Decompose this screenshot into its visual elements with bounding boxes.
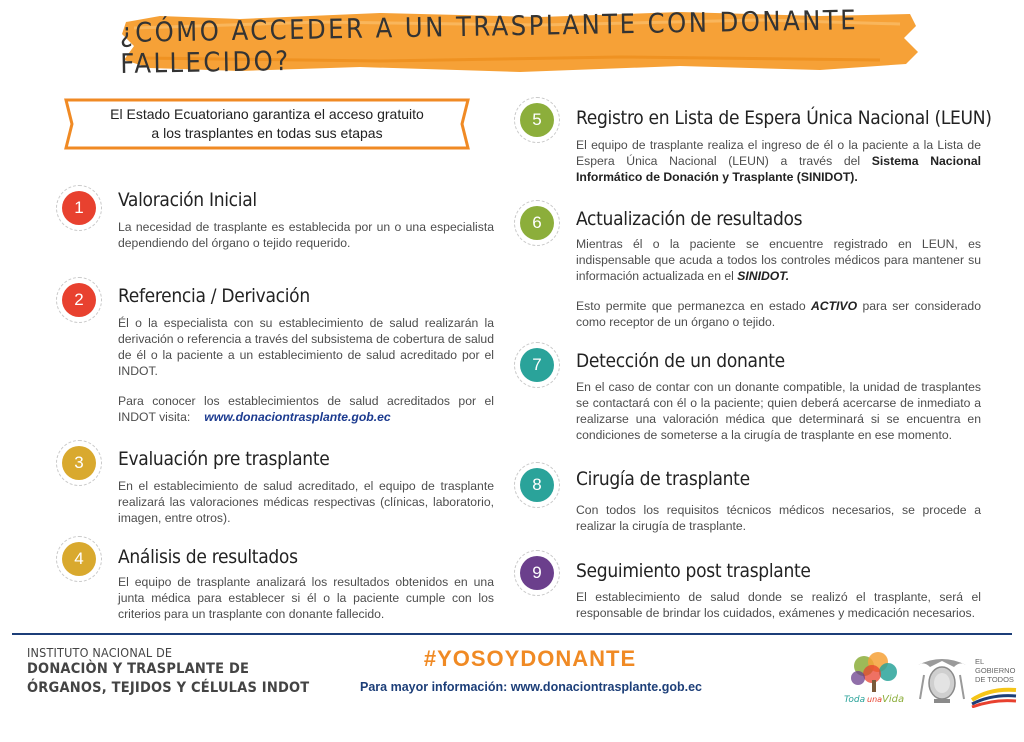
step-1-badge xyxy=(56,185,102,231)
step-6-text xyxy=(576,236,981,284)
step-6-title: Actualización de resultados xyxy=(576,208,803,230)
step-2-title: Referencia / Derivación xyxy=(118,285,310,307)
gobierno-logo-text xyxy=(975,657,1020,684)
toda-una-vida-logo xyxy=(842,650,906,708)
tree-icon xyxy=(842,650,906,708)
step-5-badge xyxy=(514,97,560,143)
flag-swoosh-icon xyxy=(970,686,1018,708)
step-9-text: El establecimiento de salud donde se realizó el trasplante, será el responsable de brindar los cuidados, exámenes y medicación necesarios. xyxy=(576,590,981,620)
step-2-text-extra xyxy=(118,393,494,425)
step-4-number: 4 xyxy=(62,542,96,576)
step-8-text: Con todos los requisitos técnicos médicos necesarios, se procede a realizar la cirugía de trasplante. xyxy=(576,503,981,533)
step-6-text-extra xyxy=(576,298,981,330)
step-9-badge xyxy=(514,550,560,596)
step-1-number: 1 xyxy=(62,191,96,225)
step-1-text: La necesidad de trasplante es establecida por un o una especialista dependiendo del órgano o tejido requerido. xyxy=(118,220,494,250)
step-5-body: El equipo de trasplante realiza el ingreso de él o la paciente a la Lista de Espera Única Nacional (LEUN) a través del xyxy=(576,138,981,168)
step-4-text: El equipo de trasplante analizará los resultados obtenidos en una junta médica para establecer si él o la paciente cumple con los criterios para un trasplante con donante fallecido. xyxy=(118,575,494,621)
step-7-number: 7 xyxy=(520,348,554,382)
step-3-text: En el establecimiento de salud acreditado, el equipo de trasplante realizará las valoraciones médicas respectivas (clínicas, laboratorio, imagen, entre otros). xyxy=(118,479,494,525)
institution-line-3: ÓRGANOS, TEJIDOS Y CÉLULAS INDOT xyxy=(27,680,310,696)
step-7-text: En el caso de contar con un donante compatible, la unidad de trasplantes se contactará con él o la paciente; quien deberá acercarse de inmediato a realizarse una valoración médica que determinará si se encuentra en condiciones de someterse a la cirugía de trasplante en ese momento. xyxy=(576,380,981,442)
step-9-title: Seguimiento post trasplante xyxy=(576,560,811,582)
step-2-visit-text: Para conocer los establecimientos de salud acreditados por el INDOT visita: xyxy=(118,394,494,424)
coat-of-arms-logo xyxy=(914,655,970,709)
step-6-bold-2: ACTIVO xyxy=(811,299,858,313)
step-4-title: Análisis de resultados xyxy=(118,546,298,568)
step-6-bold: SINIDOT. xyxy=(737,269,790,283)
step-8-title: Cirugía de trasplante xyxy=(576,468,750,490)
logo-una: una xyxy=(867,695,883,704)
step-7-badge xyxy=(514,342,560,388)
coat-of-arms-icon xyxy=(914,655,970,709)
step-5-text xyxy=(576,137,981,185)
intro-line-2: a los trasplantes en todas sus etapas xyxy=(151,125,383,141)
step-2-badge xyxy=(56,277,102,323)
institution-name xyxy=(27,645,317,698)
step-4-badge xyxy=(56,536,102,582)
step-5-title: Registro en Lista de Espera Única Nacional (LEUN) xyxy=(576,107,992,129)
hashtag: #YOSOYDONANTE xyxy=(423,646,637,671)
step-6-body-2a: Esto permite que permanezca en estado xyxy=(576,299,806,313)
step-3-number: 3 xyxy=(62,446,96,480)
intro-callout xyxy=(62,96,472,152)
step-3-title: Evaluación pre trasplante xyxy=(118,448,330,470)
step-6-body-2b: para ser considerado como receptor de un órgano o tejido. xyxy=(576,299,981,329)
footer-divider xyxy=(12,633,1012,635)
step-2-text: Él o la especialista con su establecimiento de salud realizarán la derivación o referencia a través del subsistema de cobertura de salud de él o la paciente a un establecimiento de salud acreditado por el INDOT. xyxy=(118,316,494,378)
gob-line-2: GOBIERNO xyxy=(975,666,1016,675)
step-7-title: Detección de un donante xyxy=(576,350,785,372)
step-6-badge xyxy=(514,200,560,246)
step-2-link[interactable]: www.donaciontrasplante.gob.ec xyxy=(204,410,391,424)
logo-vida: Vida xyxy=(882,694,905,705)
gobierno-flag-stripes xyxy=(970,686,1018,708)
intro-line-1: El Estado Ecuatoriano garantiza el acceso gratuito xyxy=(110,106,424,122)
step-5-number: 5 xyxy=(520,103,554,137)
step-6-number: 6 xyxy=(520,206,554,240)
page-title: ¿CÓMO ACCEDER A UN TRASPLANTE CON DONANTE FALLECIDO? xyxy=(119,5,859,80)
step-6-body: Mientras él o la paciente se encuentre registrado en LEUN, es indispensable que acuda a todos los controles médicos para mantener su información actualizada en el xyxy=(576,237,981,283)
title-banner xyxy=(119,5,920,80)
gob-line-3: DE TODOS xyxy=(975,675,1014,684)
institution-line-2: DONACIÒN Y TRASPLANTE DE xyxy=(27,661,250,677)
step-2-number: 2 xyxy=(62,283,96,317)
step-8-number: 8 xyxy=(520,468,554,502)
step-9-number: 9 xyxy=(520,556,554,590)
institution-line-1: INSTITUTO NACIONAL DE xyxy=(27,645,173,660)
step-1-title: Valoración Inicial xyxy=(118,189,257,211)
step-8-badge xyxy=(514,462,560,508)
step-5-bold: Sistema Nacional Informático de Donación y Trasplante (SINIDOT). xyxy=(576,154,982,184)
gob-line-1: EL xyxy=(975,657,985,666)
step-3-badge xyxy=(56,440,102,486)
more-info-link[interactable]: Para mayor información: www.donaciontrasplante.gob.ec xyxy=(360,680,702,694)
logo-toda: Toda xyxy=(844,695,866,705)
